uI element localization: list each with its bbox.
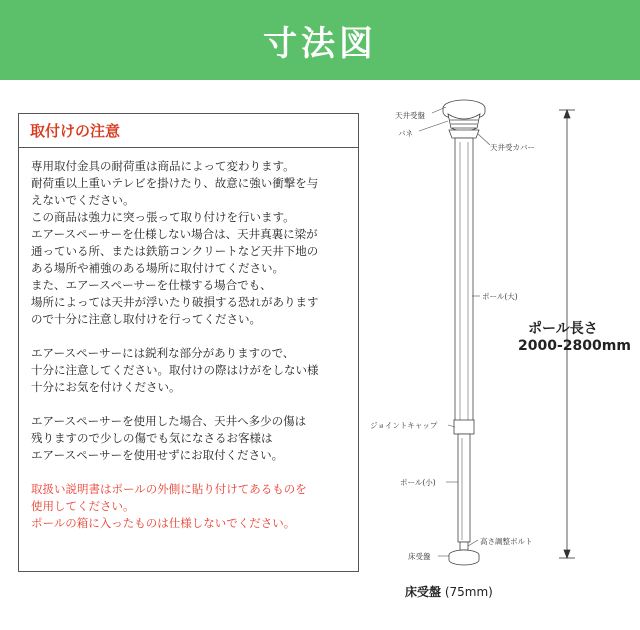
title-banner (0, 0, 640, 80)
pole-length-title: ポール長さ (528, 321, 598, 337)
notice-line: エアースペーサーを仕様しない場合は、天井真裏に梁が (31, 227, 318, 241)
label-spring: バネ (398, 129, 413, 138)
label-pole-small: ポール(小) (400, 478, 436, 487)
pole-length-range: 2000-2800mm (518, 338, 631, 354)
notice-line: 通っている所、または鉄筋コンクリートなど天井下地の (31, 244, 319, 258)
floor-plate-caption (405, 583, 493, 600)
notice-line: ので十分に注意し取付けを行ってください。 (31, 312, 261, 326)
label-ceiling-cover: 天井受カバー (490, 143, 535, 152)
label-pole-large: ポール(大) (482, 292, 518, 301)
notice-line: エアースペーサーを使用せずにお取付ください。 (31, 448, 284, 462)
notice-line: 耐荷重以上重いテレビを掛けたり、故意に強い衝撃を与 (31, 176, 319, 190)
floor-plate-size: (75mm) (444, 585, 493, 599)
label-ceiling-receiver: 天井受盤 (395, 111, 425, 120)
installation-notice-box (18, 113, 359, 572)
pole-small (458, 434, 470, 542)
dimension-diagram (360, 90, 640, 630)
notice-line: 残りますので少しの傷でも気になさるお客様は (31, 431, 273, 445)
floor-plate-rim (449, 555, 479, 565)
leader-line (419, 121, 448, 131)
warning-line: 取扱い説明書はポールの外側に貼り付けてあるものを (31, 482, 307, 496)
notice-header (19, 114, 358, 148)
notice-line: 十分に注意してください。取付けの際はけがをしない様 (31, 363, 319, 377)
notice-line: また、エアースペーサーを仕様する場合でも、 (31, 278, 272, 292)
page-title: 寸法図 (263, 23, 377, 64)
dimension-arrow-bottom (564, 550, 570, 558)
notice-paragraph (31, 158, 358, 328)
warning-line: ポールの箱に入ったものは仕様しないでください。 (31, 516, 296, 530)
leader-line (478, 134, 490, 145)
warning-paragraph (31, 481, 358, 532)
notice-line: この商品は強力に突っ張って取り付けを行います。 (31, 210, 295, 224)
notice-paragraph (31, 345, 358, 396)
label-floor-receiver: 床受盤 (408, 552, 431, 561)
floor-plate-name: 床受盤 (405, 585, 442, 599)
label-joint-cap: ジョイントキャップ (370, 421, 438, 430)
notice-body (19, 148, 358, 532)
warning-line: 使用してください。 (31, 499, 135, 513)
notice-line: 専用取付金具の耐荷重は商品によって変わります。 (31, 159, 295, 173)
notice-line: 場所によっては天井が浮いたり破損する恐れがあります (31, 295, 319, 309)
ceiling-cover (449, 130, 479, 138)
joint-cap (454, 420, 474, 434)
height-bolt (460, 542, 468, 550)
notice-line: 十分にお気を付けください。 (31, 380, 181, 394)
pole-drawing (360, 90, 640, 630)
notice-line: エアースペーサーを使用した場合、天井へ多少の傷は (31, 414, 307, 428)
notice-paragraph (31, 413, 358, 464)
label-height-bolt: 高さ調整ボルト (480, 537, 533, 546)
pole-large (455, 138, 473, 428)
notice-line: ある場所や補強のある場所に取付けてください。 (31, 261, 284, 275)
notice-line: えないでください。 (31, 193, 135, 207)
notice-title: 取付けの注意 (30, 122, 121, 140)
dimension-arrow-top (564, 110, 570, 118)
notice-line: エアースペーサーには鋭利な部分がありますので、 (31, 346, 295, 360)
